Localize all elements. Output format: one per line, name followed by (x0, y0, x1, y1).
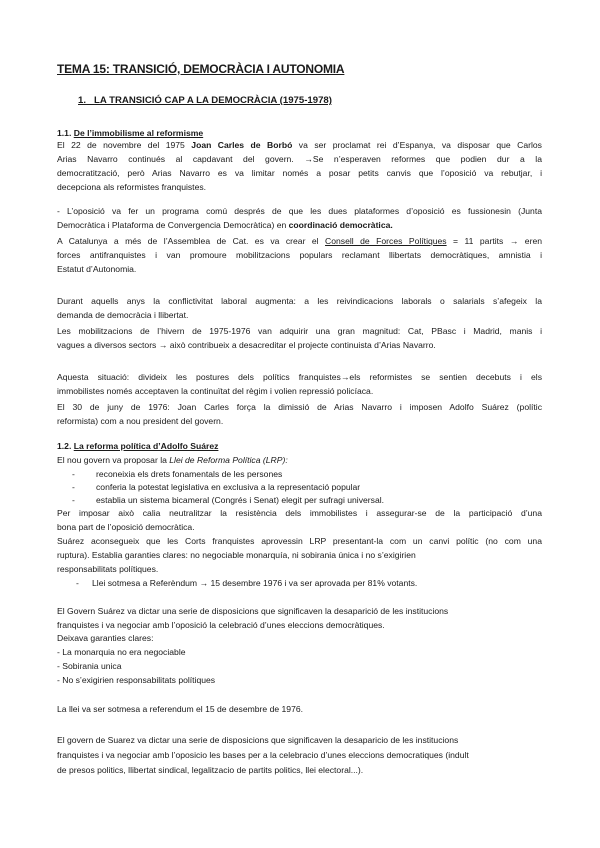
subsection-1-2-number: 1.2. (57, 441, 72, 451)
text-run: va ser proclamat rei d’Espanya, va disposar que Carlos (292, 140, 542, 150)
subsection-1-1-heading (57, 128, 203, 139)
list-item: reconeixia els drets fonamentals de les persones (96, 469, 283, 479)
text-run-bold: Joan Carles de Borbó (191, 140, 293, 150)
subsection-1-2-title: La reforma política d’Adolfo Suárez (73, 441, 219, 451)
paragraph-line (57, 236, 542, 247)
paragraph-line: Durant aquells anys la conflictivitat laboral augmenta: a les reivindicacions laborals o salarials s’afegeix la (57, 296, 542, 306)
subsection-1-1-number: 1.1. (57, 128, 72, 138)
text-run: = 11 partits → eren (446, 236, 543, 246)
text-run: El 22 de novembre del 1975 (57, 140, 192, 150)
paragraph-line (57, 220, 393, 231)
list-bullet: - (72, 469, 75, 479)
list-item: establia un sistema bicameral (Congrés i Senat) elegit per sufragi universal. (96, 495, 385, 505)
paragraph-line: Deixava garanties clares: (57, 633, 154, 643)
paragraph-line: La llei va ser sotmesa a referendum el 15 de desembre de 1976. (57, 704, 304, 714)
paragraph-line (57, 140, 542, 151)
text-run: A Catalunya a més de l’Assemblea de Cat. es va crear el (57, 236, 326, 246)
paragraph-line: franquistes i va negociar amb l’oposicio les bases per a la celebracio d’unes eleccions democratiques (indult (57, 750, 469, 760)
paragraph-line: vagues a diversos sectors → això contribueix a desacreditar el projecte continuista d’Arias Navarro. (57, 340, 436, 350)
list-item: - No s’exigirien responsabilitats polítiques (57, 675, 216, 685)
paragraph-line: responsabilitats polítiques. (57, 564, 159, 574)
paragraph-line: Les mobilitzacions de l’hivern de 1975-1976 van adquirir una gran magnitud: Cat, PBasc i Madrid, manis i (57, 326, 542, 336)
paragraph-line: El Govern Suárez va dictar una serie de disposicions que significaven la desaparició de les institucions (57, 606, 449, 616)
paragraph-line: Suárez aconsegueix que les Corts franquistes aprovessin LRP presentant-la com un canvi polític (no com una (57, 536, 542, 546)
text-run: Democràtica i Plataforma de Convergencia Democràtica) en (57, 220, 289, 230)
section-1-number: 1. (78, 95, 87, 106)
paragraph-line (57, 455, 288, 466)
paragraph-line: ruptura). Establia garanties clares: no negociable monarquía, ni sobirania única i no s’exigirien (57, 550, 416, 560)
paragraph-line: immobilistes només acceptaven la continuïtat del règim i volien repressió policíaca. (57, 386, 374, 396)
list-item: conferia la potestat legislativa en exclusiva a la representació popular (96, 482, 361, 492)
list-bullet: - (76, 578, 79, 588)
paragraph-line: franquistes i va negociar amb l’oposició la celebració d’unes eleccions democràtiques. (57, 620, 385, 630)
section-1-heading (78, 95, 332, 106)
paragraph-line: forces antifranquistes i van promoure mobilitzacions populars reclamant llibertats democràtiques, amnistia i (57, 250, 542, 260)
paragraph-line: de presos politics, llibertat sindical, legalitzacio de partits politics, llei electoral...). (57, 765, 364, 775)
text-run: El nou govern va proposar la (57, 455, 170, 465)
paragraph-line: Aquesta situació: divideix les postures dels polítics franquistes→els reformistes se sentien decebuts i els (57, 372, 542, 382)
text-run-italic: Llei de Reforma Política (LRP): (169, 455, 288, 465)
paragraph-line: El 30 de juny de 1976: Joan Carles força la dimissió de Arias Navarro i imposen Adolfo Suárez (polític (57, 402, 542, 412)
subsection-1-1-title: De l’immobilisme al reformisme (73, 128, 204, 138)
list-bullet: - (72, 482, 75, 492)
subsection-1-2-heading (57, 441, 218, 452)
paragraph-line: El govern de Suarez va dictar una serie de disposicions que significaven la desaparicio de les institucions (57, 735, 459, 745)
paragraph-line: bona part de l’oposició democràtica. (57, 522, 195, 532)
paragraph-line: Arias Navarro continués al capdavant del govern. →Se n’esperaven reformes que podien dur a la (57, 154, 542, 164)
paragraph-line: democratització, però Arias Navarro es va limitar només a posar petits canvis que l’oposició va rebutjar, i (57, 168, 542, 178)
text-run-underlined: Consell de Forces Polítiques (325, 236, 447, 246)
paragraph-line: reformista) com a nou president del govern. (57, 416, 224, 426)
paragraph-line: demanda de democràcia i llibertat. (57, 310, 189, 320)
paragraph-line: decepciona als reformistes franquistes. (57, 182, 207, 192)
list-bullet: - (72, 495, 75, 505)
list-item: Llei sotmesa a Referèndum → 15 desembre 1976 i va ser aprovada per 81% votants. (92, 578, 418, 588)
paragraph-line: - L’oposició va fer un programa comú després de que les dues plataformes d’oposició es fussionesin (Junta (57, 206, 542, 216)
paragraph-line: Estatut d’Autonomia. (57, 264, 137, 274)
section-1-title: LA TRANSICIÓ CAP A LA DEMOCRÀCIA (1975-1978) (94, 95, 332, 106)
text-run-bold: coordinació democràtica. (288, 220, 393, 230)
list-item: - La monarquia no era negociable (57, 647, 186, 657)
list-item: - Sobirania unica (57, 661, 122, 671)
document-title: TEMA 15: TRANSICIÓ, DEMOCRÀCIA I AUTONOMIA (57, 62, 345, 76)
paragraph-line: Per imposar això calia neutralitzar la resistència dels immobilistes i assegurar-se de la participació d’una (57, 508, 542, 518)
